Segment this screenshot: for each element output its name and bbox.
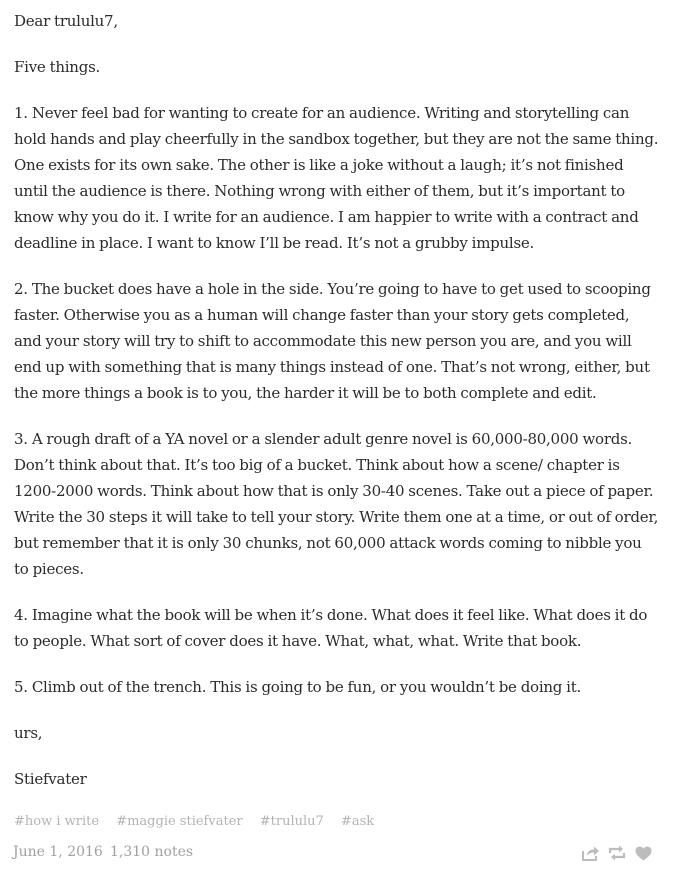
post-signature: Stiefvater — [14, 770, 87, 788]
post-paragraph: 5. Climb out of the trench. This is going to be fun, or you wouldn’t be doing it. — [14, 678, 581, 696]
post-signoff: urs, — [14, 724, 43, 742]
post-actions — [575, 842, 653, 864]
tag-link[interactable]: #trululu7 — [259, 814, 324, 829]
post-body — [14, 8, 659, 812]
tag-link[interactable]: #maggie stiefvater — [116, 814, 243, 829]
post-paragraph: 1. Never feel bad for wanting to create for an audience. Writing and storytelling can hold hands and play cheerfully in the sandbox together, but they are not the same thing. One exists for its own sake. The other is like a joke without a laugh; it’s not finished until the audience is there. Nothing wrong with either of them, but it’s important to know why you do it. I write for an audience. I am happier to write with a contract and deadline in place. I want to know I’ll be read. It’s not a grubby impulse. — [14, 104, 659, 252]
post-paragraph: 3. A rough draft of a YA novel or a slender adult genre novel is 60,000-80,000 words. Don’t think about that. It’s too big of a bucket. Think about how a scene/ chapter is 1200-2000 words. Think about how that is only 30-40 scenes. Take out a piece of paper. Write the 30 steps it will take to tell your story. Write them one at a time, or out of order, but remember that it is only 30 chunks, not 60,000 attack words coming to nibble you to pieces. — [14, 430, 659, 578]
share-icon[interactable] — [581, 843, 601, 863]
post-tags — [14, 814, 387, 829]
post-paragraph: 4. Imagine what the book will be when it’s done. What does it feel like. What does it do to people. What sort of cover does it have. What, what, what. Write that book. — [14, 606, 648, 650]
like-icon[interactable] — [633, 843, 653, 863]
post-date-link[interactable]: June 1, 2016 — [13, 844, 103, 860]
reblog-icon[interactable] — [607, 843, 627, 863]
post-paragraph: Five things. — [14, 58, 101, 76]
tag-link[interactable]: #how i write — [14, 814, 100, 829]
post-footer — [13, 842, 653, 864]
post-greeting: Dear trululu7, — [14, 12, 118, 30]
tag-link[interactable]: #ask — [340, 814, 375, 829]
notes-count-link[interactable]: 1,310 notes — [110, 844, 194, 860]
post-paragraph: 2. The bucket does have a hole in the side. You’re going to have to get used to scooping faster. Otherwise you as a human will change faster than your story gets completed, and your story will try to shift to accommodate this new person you are, and you will end up with something that is many things instead of one. That’s not wrong, either, but the more things a book is to you, the harder it will be to both complete and edit. — [14, 280, 651, 402]
